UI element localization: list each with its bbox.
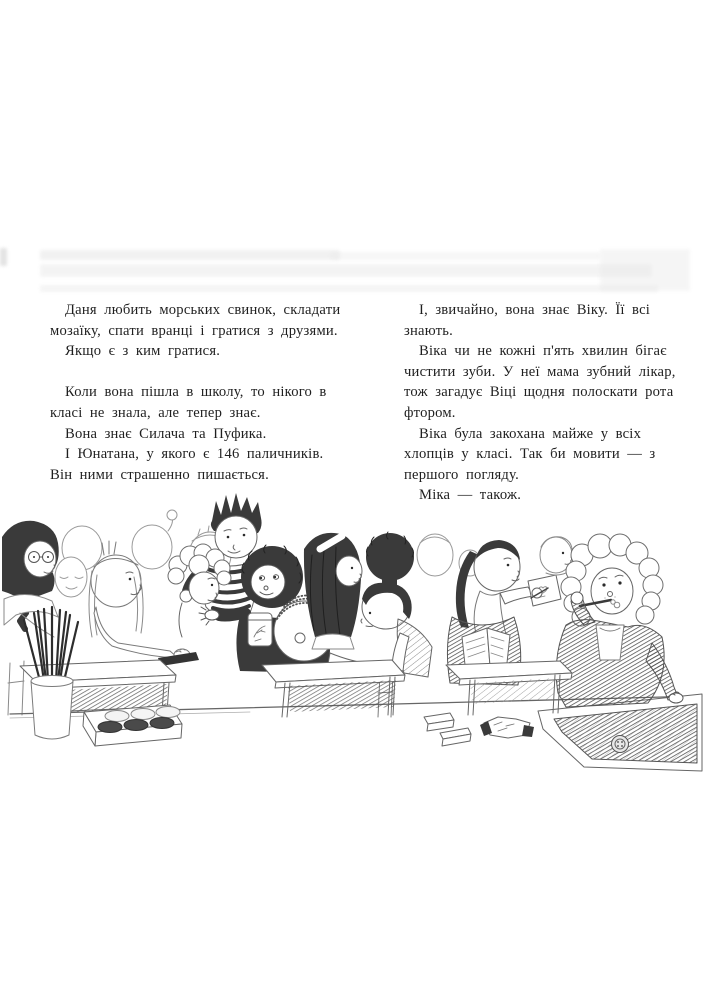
showthrough-line: [40, 285, 658, 292]
desk-center: [262, 660, 405, 717]
child-afro-back: [366, 532, 414, 589]
paragraph: Міка — також.: [419, 487, 522, 504]
paragraph: Якщо є з ким гратися.: [65, 343, 221, 360]
stick-insect-jar: [248, 613, 272, 646]
body-text-right-column: [404, 300, 694, 506]
paragraph: І, звичайно, вона знає Віку. Її всі знають.: [404, 302, 651, 339]
paragraph: Вона знає Силача та Пуфика.: [65, 425, 267, 442]
body-text-left-column: [50, 300, 352, 485]
showthrough-line: [330, 252, 600, 260]
paint-box: [83, 705, 182, 746]
classroom-illustration: [0, 485, 720, 777]
showthrough-line: [600, 249, 690, 291]
paragraph: Віка була закохана майже у всіх хлопців у класі. Так би мовити — з першого погляду.: [404, 425, 656, 483]
showthrough-line: [40, 264, 652, 277]
paragraph: Даня любить морських свинок, складати мозаїку, спати вранці і гратися з друзями.: [50, 302, 341, 339]
paragraph: І Юнатана, у якого є 146 паличників. Він ними страшенно пишається.: [50, 446, 324, 483]
showthrough-line: [40, 250, 340, 260]
desk-right: [446, 661, 572, 715]
paragraph: Віка чи не кожні п'ять хвилин бігає чистити зуби. У неї мама зубний лікар, тож загадує Віці щодня полоскати рота фтором.: [404, 343, 676, 421]
chalk-pieces: [424, 713, 471, 746]
candy-wrapper: [480, 717, 534, 738]
sink: [538, 694, 702, 771]
showthrough-line: [0, 248, 7, 266]
paragraph: Коли вона пішла в школу, то нікого в класі не знала, але тепер знає.: [50, 384, 327, 421]
girl-curly-toothbrush: [556, 534, 683, 707]
child-braided-hair-glasses: [2, 521, 59, 637]
